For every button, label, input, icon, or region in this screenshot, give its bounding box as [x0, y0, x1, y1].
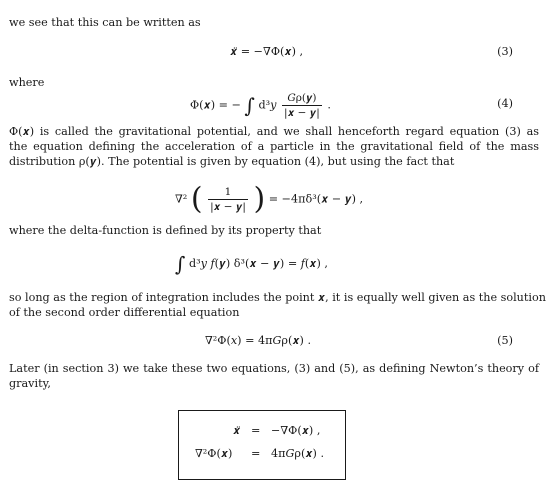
- integral-sign: ∫: [244, 93, 255, 118]
- boxed-row2-rhs: 4π𝐺ρ(𝒙) .: [271, 447, 325, 460]
- boxed-row2-eq: =: [251, 447, 261, 460]
- boxed-row1-rhs: −∇Φ(𝒙) ,: [271, 424, 321, 437]
- fraction-denominator: |𝒙 − 𝒚|: [210, 201, 246, 213]
- equation-number: (3): [497, 45, 513, 58]
- text-line: where: [9, 76, 45, 89]
- equation-number: (4): [497, 97, 513, 110]
- text-line: Later (in section 3) we take these two equations, (3) and (5), as defining Newton’s theory of: [9, 362, 539, 375]
- text-line: Φ(𝒙) is called the gravitational potential, and we shall henceforth regard equation (3) as: [9, 125, 539, 138]
- lap-fraction: [208, 186, 248, 213]
- text-line: distribution ρ(𝒚). The potential is given by equation (4), but using the fact that: [9, 155, 455, 168]
- eq4-tail: .: [327, 98, 331, 112]
- equation-4: [190, 92, 331, 119]
- delta-body: d³𝑦 𝑓(𝒚) δ³(𝒙 − 𝒚) = 𝑓(𝒙) ,: [188, 257, 328, 270]
- eq4-lhs: Φ(𝒙) = −: [190, 98, 241, 112]
- text-line: where the delta-function is defined by its property that: [9, 224, 322, 237]
- fraction-numerator: 𝐺ρ(𝒚): [287, 92, 317, 104]
- boxed-row1-lhs: 𝒙̈: [233, 424, 241, 437]
- text-line: gravity,: [9, 377, 51, 390]
- equation-3: 𝒙̈ = −∇Φ(𝒙) ,: [230, 45, 304, 58]
- text-line: we see that this can be written as: [9, 16, 201, 29]
- equation-number: (5): [497, 334, 513, 347]
- laplacian-operator: ∇²: [175, 192, 188, 206]
- boxed-row1-eq: =: [251, 424, 261, 437]
- eq4-measure: d³𝑦: [258, 98, 277, 112]
- equation-5: ∇²Φ(𝑥) = 4π𝐺ρ(𝒙) .: [205, 334, 312, 347]
- eq4-fraction: [282, 92, 322, 119]
- equation-laplacian: [175, 181, 364, 217]
- fraction-numerator: 1: [224, 186, 232, 198]
- integral-sign: ∫: [175, 252, 186, 276]
- text-line: so long as the region of integration includes the point 𝒙, it is equally well given as the solution: [9, 291, 546, 304]
- left-paren: (: [190, 181, 203, 217]
- right-paren: ): [253, 181, 266, 217]
- equation-delta: [175, 252, 328, 276]
- boxed-row2-lhs: ∇²Φ(𝒙): [195, 447, 233, 460]
- lap-rhs: = −4πδ³(𝒙 − 𝒚) ,: [268, 192, 364, 206]
- fraction-denominator: |𝒙 − 𝒚|: [284, 107, 320, 119]
- text-line: the equation defining the acceleration of a particle in the gravitational field of the mass: [9, 140, 539, 153]
- text-line: of the second order differential equation: [9, 306, 240, 319]
- boxed-equations: [178, 410, 346, 480]
